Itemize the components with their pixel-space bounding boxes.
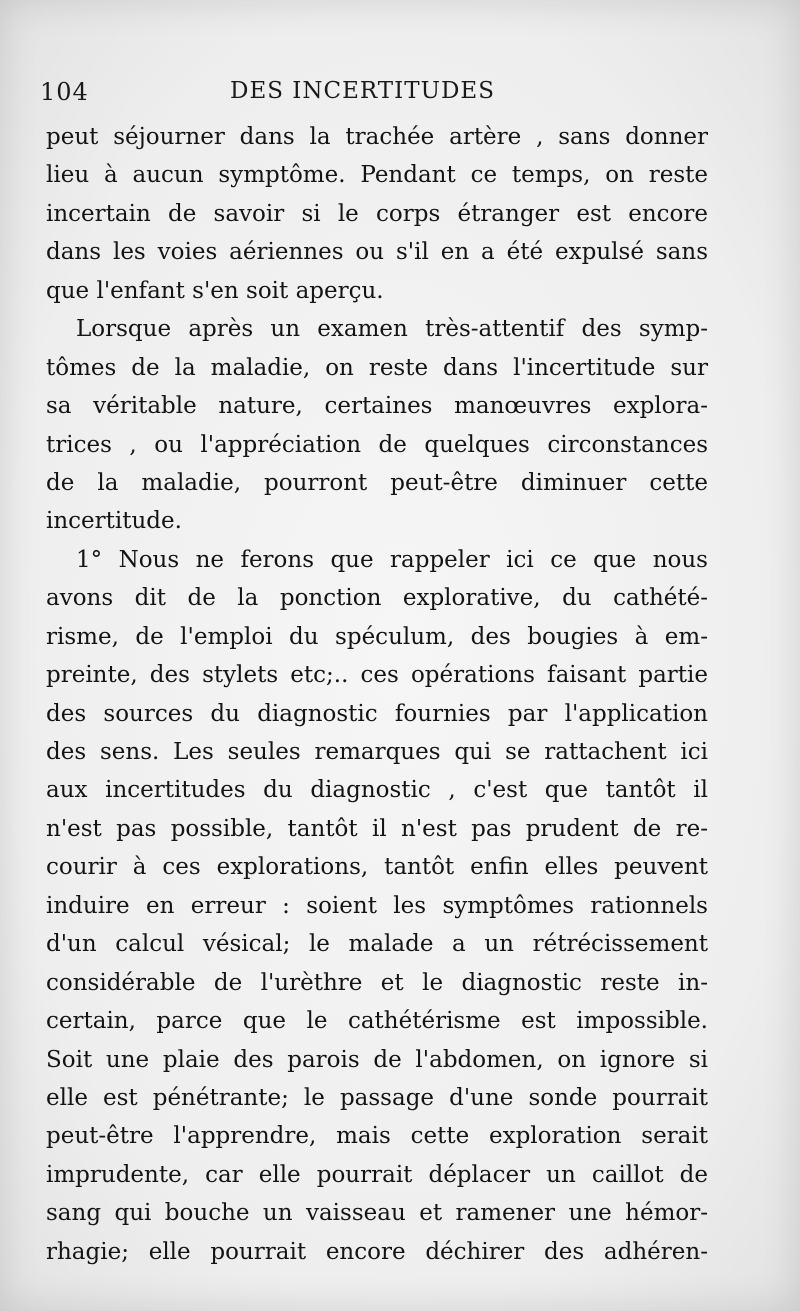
text-line: preinte, des stylets etc;.. ces opérations faisant partie bbox=[46, 662, 708, 689]
body-text bbox=[46, 118, 708, 1271]
text-line: risme, de l'emploi du spéculum, des bougies à em- bbox=[46, 623, 708, 650]
text-line: n'est pas possible, tantôt il n'est pas prudent de re- bbox=[46, 815, 708, 842]
text-line: peut-être l'apprendre, mais cette exploration serait bbox=[46, 1123, 708, 1150]
text-line: avons dit de la ponction explorative, du cathété- bbox=[46, 585, 708, 612]
text-line: sa véritable nature, certaines manœuvres explora- bbox=[46, 393, 708, 420]
text-line: des sources du diagnostic fournies par l'application bbox=[46, 700, 708, 727]
text-line: certain, parce que le cathétérisme est impossible. bbox=[46, 1008, 708, 1035]
text-line: incertitude. bbox=[46, 508, 182, 535]
text-line: Soit une plaie des parois de l'abdomen, on ignore si bbox=[46, 1046, 708, 1073]
text-line: considérable de l'urèthre et le diagnostic reste in- bbox=[46, 969, 708, 996]
text-line: courir à ces explorations, tantôt enfin elles peuvent bbox=[46, 854, 708, 881]
text-line: trices , ou l'appréciation de quelques circonstances bbox=[46, 431, 708, 458]
text-line: incertain de savoir si le corps étranger est encore bbox=[46, 200, 708, 227]
text-line: induire en erreur : soient les symptômes rationnels bbox=[46, 892, 708, 919]
page-number: 104 bbox=[40, 78, 89, 106]
text-line: des sens. Les seules remarques qui se rattachent ici bbox=[46, 739, 708, 765]
text-line: Lorsque après un examen très-attentif des symp- bbox=[76, 316, 708, 343]
page-header bbox=[40, 78, 740, 114]
text-line: dans les voies aériennes ou s'il en a été expulsé sans bbox=[46, 239, 708, 266]
text-line: imprudente, car elle pourrait déplacer un caillot de bbox=[46, 1161, 708, 1188]
text-line: 1° Nous ne ferons que rappeler ici ce que nous bbox=[76, 546, 708, 573]
text-line: aux incertitudes du diagnostic , c'est que tantôt il bbox=[46, 777, 708, 804]
text-line: que l'enfant s'en soit aperçu. bbox=[46, 277, 384, 304]
text-line: sang qui bouche un vaisseau et ramener une hémor- bbox=[46, 1200, 708, 1227]
text-line: tômes de la maladie, on reste dans l'incertitude sur bbox=[46, 354, 708, 381]
text-line: lieu à aucun symptôme. Pendant ce temps, on reste bbox=[46, 162, 708, 189]
text-line: de la maladie, pourront peut-être diminuer cette bbox=[46, 469, 708, 496]
text-line: rhagie; elle pourrait encore déchirer des adhéren- bbox=[46, 1238, 708, 1265]
running-title: DES INCERTITUDES bbox=[230, 78, 495, 104]
text-line: peut séjourner dans la trachée artère , sans donner bbox=[46, 124, 708, 150]
text-line: d'un calcul vésical; le malade a un rétrécissement bbox=[46, 931, 708, 958]
text-line: elle est pénétrante; le passage d'une sonde pourrait bbox=[46, 1084, 708, 1111]
